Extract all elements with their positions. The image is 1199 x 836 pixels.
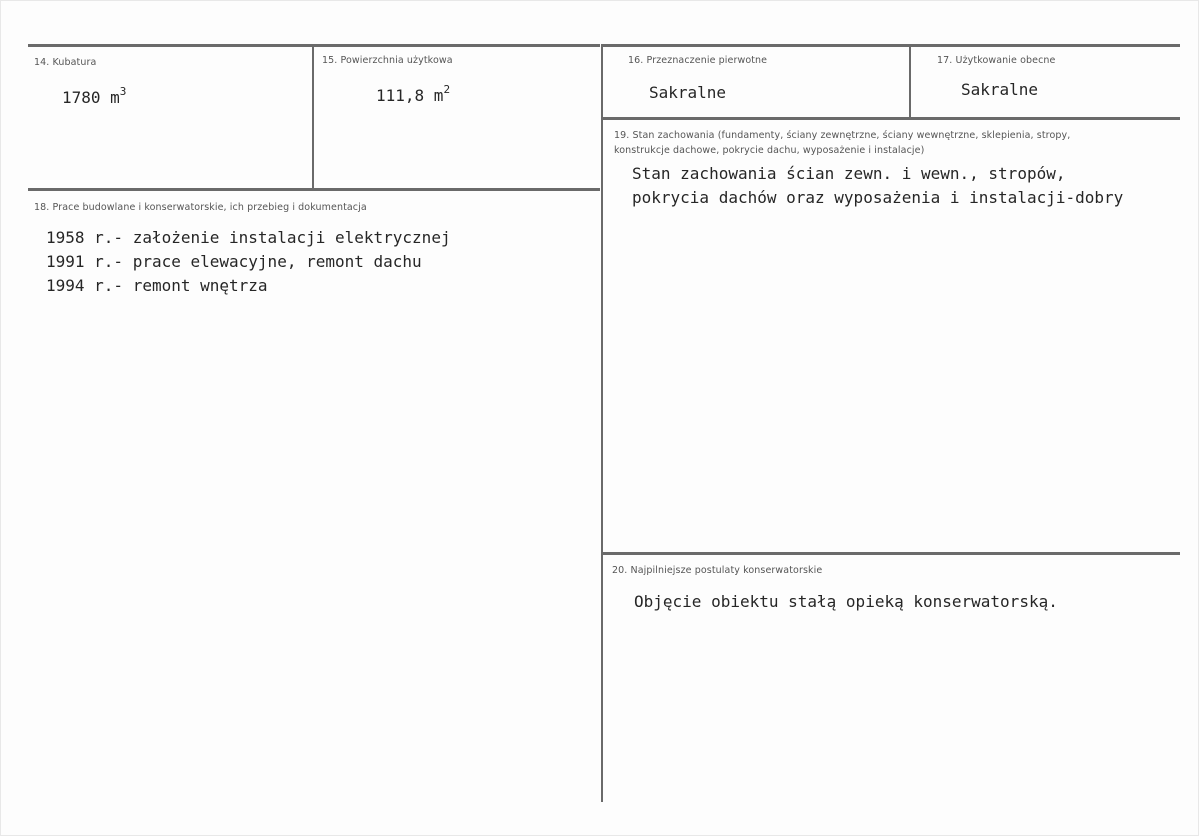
- field-20-label: 20. Najpilniejsze postulaty konserwatorskie: [612, 565, 823, 576]
- entry-line: 1991 r.- prace elewacyjne, remont dachu: [46, 252, 422, 271]
- center-divider: [601, 44, 603, 802]
- field-14-value: [62, 85, 127, 107]
- field-19-value: Stan zachowania ścian zewn. i wewn., stropów, pokrycia dachów oraz wyposażenia i instalacji-dobry: [632, 164, 1124, 207]
- field-14-label: 14. Kubatura: [34, 57, 97, 68]
- field-14-superscript: 3: [119, 85, 127, 98]
- field-17-value: Sakralne: [961, 80, 1039, 99]
- field-15-superscript: 2: [443, 83, 451, 96]
- field-15-label: 15. Powierzchnia użytkowa: [322, 55, 453, 66]
- top-rule-left: [28, 44, 600, 47]
- field-18-label: 18. Prace budowlane i konserwatorskie, ich przebieg i dokumentacja: [34, 202, 367, 213]
- divider-16-17: [909, 44, 911, 118]
- field-17-label: 17. Użytkowanie obecne: [937, 55, 1056, 66]
- field-16-label: 16. Przeznaczenie pierwotne: [628, 55, 768, 66]
- field-15-value: [376, 83, 451, 105]
- lower-rule-right: [603, 552, 1180, 555]
- field-18-entries: [46, 226, 451, 298]
- mid-rule-right: [603, 117, 1180, 120]
- mid-rule-left: [28, 188, 600, 191]
- field-15-number: 111,8 m: [376, 86, 444, 105]
- top-rule-right: [603, 44, 1180, 47]
- field-16-value: Sakralne: [649, 83, 727, 102]
- divider-14-15: [312, 44, 314, 190]
- field-14-number: 1780 m: [62, 88, 120, 107]
- field-20-value: Objęcie obiektu stałą opieką konserwatorską.: [634, 592, 1058, 611]
- field-19-label: 19. Stan zachowania (fundamenty, ściany zewnętrzne, ściany wewnętrzne, sklepienia, stropy, konstrukcje dachowe, pokrycie dachu, wyposażenie i instalacje): [614, 130, 1071, 156]
- entry-line: 1994 r.- remont wnętrza: [46, 276, 268, 295]
- entry-line: 1958 r.- założenie instalacji elektrycznej: [46, 228, 451, 247]
